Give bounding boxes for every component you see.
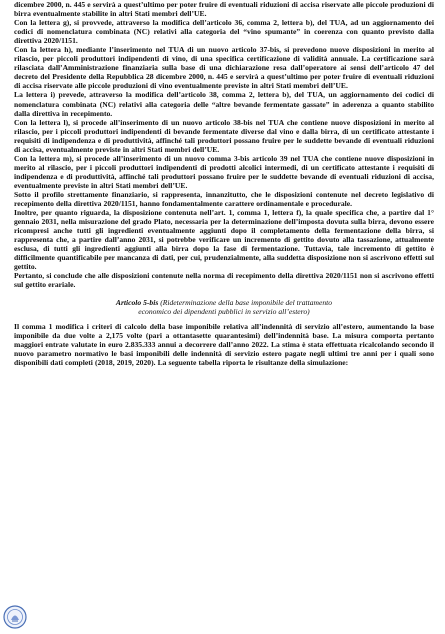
senate-seal-icon — [3, 605, 27, 629]
document-page — [14, 0, 434, 367]
section-title: Articolo 5-bis — [115, 297, 159, 307]
section-heading — [14, 298, 434, 316]
paragraph-pertanto: Pertanto, si conclude che alle disposizioni contenute nella norma di recepimento della direttiva 2020/1151 non si ascrivono effetti sul gettito erariale. — [14, 271, 434, 290]
paragraph-lettera-g: Con la lettera g), si provvede, attraverso la modifica dell’articolo 36, comma 2, lettera b), del TUA, ad un aggiornamento dei codici di nomenclatura combinata (NC) relativi alla categoria del “vino spumante” in coerenza con quanto previsto dalla direttiva 2020/1151. — [14, 18, 434, 46]
paragraph-inoltre: Inoltre, per quanto riguarda, la disposizione contenuta nell’art. 1, comma 1, lettera f), la quale specifica che, a partire dal 1° gennaio 2031, nella misurazione del grado Plato, necessaria per la determinazione dell’imposta dovuta sulla birra, devono essere ricompresi anche tutti gli ingredienti eventualmente aggiunti dopo il completamento della fermentazione della birra, si rappresenta che, a partire dall’anno 2031, si potrebbe verificare un incremento di gettito dovuto alla tassazione, attualmente esclusa, di tutti gli ingredienti aggiunti alla birra dopo la fase di fermentazione. Tuttavia, tale incremento di gettito è difficilmente quantificabile per mancanza di dati, per cui, prudenzialmente, alla suddetta disposizione non si ascrivono effetti sul gettito. — [14, 208, 434, 272]
section-subtitle-line2: economico dei dipendenti pubblici in servizio all’estero) — [138, 306, 310, 316]
paragraph-lettera-m: Con la lettera m), si procede all’inserimento di un nuovo comma 3-bis articolo 39 nel TUA che contiene nuove disposizioni in merito al rilascio, per i piccoli produttori indipendenti di prodotti alcolici intermedi, di un certificato attestante i requisiti di indipendenza e di produttività, affinché tali produttori possano fruire per le suddette bevande di eventuali riduzioni di accisa, eventualmente previste in altri Stati membri dell’UE. — [14, 153, 434, 190]
paragraph-lettera-l: Con la lettera l), si procede all’inserimento di un nuovo articolo 38-bis nel TUA che contiene nuove disposizioni in merito al rilascio, per i piccoli produttori indipendenti di bevande fermentate diverse dal vino e dalla birra, di un certificato attestante i requisiti di indipendenza e di produttività, affinché tali produttori possano fruire per le suddette bevande di eventuali riduzioni di accisa, eventualmente previste in altri Stati membri dell’UE. — [14, 117, 434, 154]
paragraph-profilo-finanziario: Sotto il profilo strettamente finanziario, si rappresenta, innanzitutto, che le disposizioni contenute nel decreto legislativo di recepimento della direttiva 2020/1151, hanno fondamentalmente carattere ordinamentale e procedurale. — [14, 189, 434, 209]
paragraph-comma-1: Il comma 1 modifica i criteri di calcolo della base imponibile relativa all’indennità di servizio all’estero, aumentando la base imponibile da due volte a 2,175 volte (pari a ottantasette quarantesimi) dell’indennità base. La misura comporta pertanto maggiori entrate valutate in euro 2.835.333 annui a decorrere dall’anno 2022. La stima è stata effettuata ricalcolando secondo il nuovo parametro normativo le basi imponibili delle indennità di servizio estero pagate negli ultimi tre anni per i quali sono disponibili dati completi (2018, 2019, 2020). La seguente tabella riporta le risultanze della simulazione: — [14, 321, 434, 367]
section-subtitle-line1: (Rideterminazione della base imponibile del trattamento — [160, 297, 333, 307]
paragraph-lettera-h: Con la lettera h), mediante l’inserimento nel TUA di un nuovo articolo 37-bis, si prevedono nuove disposizioni in merito al rilascio, per piccoli produttori indipendenti di vino, di una specifica certificazione di validità annuale. La certificazione sarà rilasciata dall’Amministrazione finanziaria sulla base di una dichiarazione resa dall’operatore ai sensi dell’articolo 47 del decreto del Presidente della Repubblica 28 dicembre 2000, n. 445 e servirà a quest’ultimo per poter fruire di eventuali riduzioni di accisa riservate alle piccole produzioni di vino eventualmente previste in altri Stati membri dell’UE. — [14, 45, 434, 91]
paragraph-lettera-i: La lettera i) prevede, attraverso la modifica dell’articolo 38, comma 2, lettera b), del TUA, un aggiornamento dei codici di nomenclatura combinata (NC) relativi alla categoria delle “altre bevande fermentate gassate” in aderenza a quanto stabilito dalla direttiva in recepimento. — [14, 90, 434, 118]
paragraph-1: dicembre 2000, n. 445 e servirà a quest’ultimo per poter fruire di eventuali riduzioni di accisa riservate alle piccole produzioni di birra eventualmente stabilite in altri Stati membri dell’UE. — [14, 0, 434, 19]
